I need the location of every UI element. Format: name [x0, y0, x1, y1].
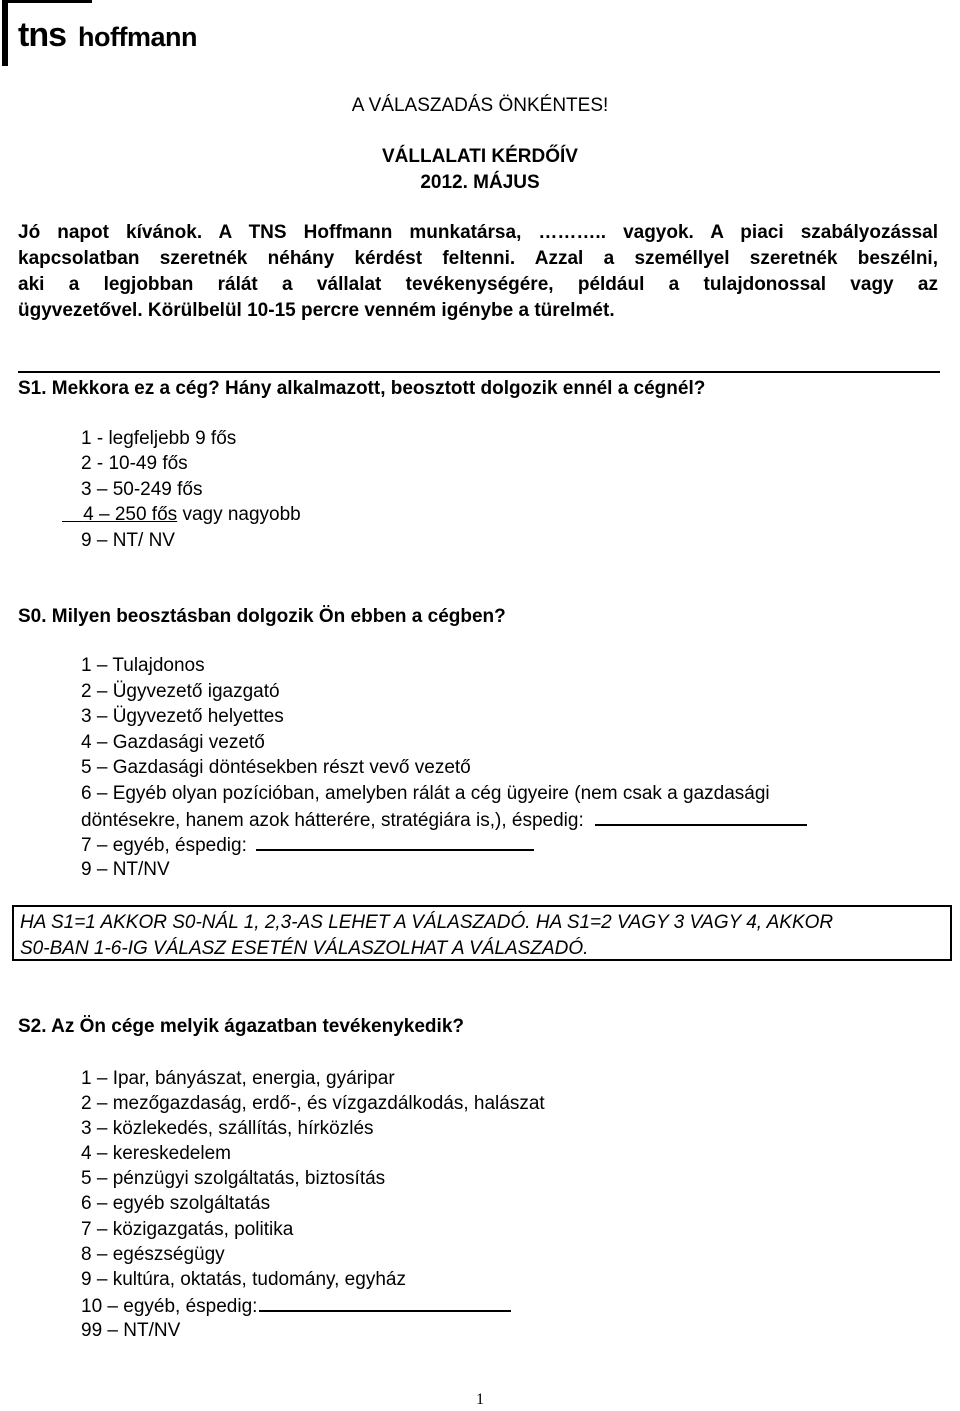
logo-hoffmann: hoffmann — [78, 22, 197, 52]
s2-option: 1 – Ipar, bányászat, energia, gyáripar — [81, 1068, 395, 1089]
s2-option: 8 – egészségügy — [81, 1244, 225, 1265]
s0-option: 6 – Egyéb olyan pozícióban, amelyben rálát a cég ügyeire (nem csak a gazdasági — [81, 783, 770, 804]
section-divider — [18, 371, 940, 373]
s0-option: 7 – egyéb, éspedig: — [81, 833, 534, 857]
document-title: VÁLLALATI KÉRDŐÍV — [382, 146, 578, 167]
voluntary-notice: A VÁLASZADÁS ÖNKÉNTES! — [351, 95, 609, 116]
s0-option: 1 – Tulajdonos — [81, 655, 205, 676]
s0-option: 2 – Ügyvezető igazgató — [81, 681, 280, 702]
page-number: 1 — [476, 1391, 484, 1408]
instruction-line: HA S1=1 AKKOR S0-NÁL 1, 2,3-AS LEHET A VÁLASZADÓ. HA S1=2 VAGY 3 VAGY 4, AKKOR — [20, 912, 834, 933]
logo-top-line — [2, 0, 92, 3]
s2-question: S2. Az Ön cége melyik ágazatban tevékenykedik? — [18, 1016, 464, 1037]
s0-option: 4 – Gazdasági vezető — [81, 732, 265, 753]
s2-option: 3 – közlekedés, szállítás, hírközlés — [81, 1118, 374, 1139]
fill-in-blank[interactable] — [256, 833, 534, 851]
s1-option: 9 – NT/ NV — [81, 530, 175, 551]
s2-option: 9 – kultúra, oktatás, tudomány, egyház — [81, 1269, 406, 1290]
fill-in-blank[interactable] — [595, 808, 807, 826]
document-date: 2012. MÁJUS — [420, 172, 540, 193]
s2-option: 6 – egyéb szolgáltatás — [81, 1193, 271, 1214]
s0-option: 5 – Gazdasági döntésekben részt vevő vezető — [81, 757, 471, 778]
intro-line: Jó napot kívánok. A TNS Hoffmann munkatársa, ……….. vagyok. A piaci szabályozással — [18, 222, 938, 243]
s1-option-suffix: vagy nagyobb — [182, 504, 301, 525]
fill-in-blank[interactable] — [259, 1294, 511, 1312]
s1-question: S1. Mekkora ez a cég? Hány alkalmazott, beosztott dolgozik ennél a cégnél? — [18, 378, 706, 399]
s0-question: S0. Milyen beosztásban dolgozik Ön ebben a cégben? — [18, 606, 506, 627]
s2-option: 10 – egyéb, éspedig: — [81, 1294, 511, 1318]
s0-option: 9 – NT/NV — [81, 859, 170, 880]
s2-option: 5 – pénzügyi szolgáltatás, biztosítás — [81, 1168, 386, 1189]
intro-paragraph — [18, 220, 938, 324]
instruction-line: S0-BAN 1-6-IG VÁLASZ ESETÉN VÁLASZOLHAT A VÁLASZADÓ. — [20, 938, 589, 959]
s2-option: 7 – közigazgatás, politika — [81, 1219, 294, 1240]
tns-hoffmann-logo — [0, 0, 197, 72]
s1-option: 1 - legfeljebb 9 fős — [81, 428, 237, 449]
intro-line: aki a legjobban rálát a vállalat tevékenységére, például a tulajdonossal vagy az — [18, 274, 938, 295]
s2-option: 2 – mezőgazdaság, erdő-, és vízgazdálkodás, halászat — [81, 1093, 545, 1114]
s0-option: 3 – Ügyvezető helyettes — [81, 706, 284, 727]
s1-option: 2 - 10-49 fős — [81, 453, 188, 474]
interviewer-instruction-box — [12, 905, 952, 961]
s0-option-continued: döntésekre, hanem azok hátterére, stratégiára is,), éspedig: — [81, 808, 807, 832]
logo-tns: tns — [18, 16, 66, 54]
s2-option: 99 – NT/NV — [81, 1320, 181, 1341]
s1-option — [62, 504, 301, 526]
s2-option: 4 – kereskedelem — [81, 1143, 231, 1164]
s1-option: 3 – 50-249 fős — [81, 479, 203, 500]
logo-bracket — [2, 0, 8, 66]
intro-line: kapcsolatban szeretnék néhány kérdést feltenni. Azzal a személlyel szeretnék beszélni, — [18, 248, 938, 269]
intro-line: ügyvezetővel. Körülbelül 10-15 percre venném igénybe a türelmét. — [18, 300, 615, 321]
s1-option-underlined: 4 – 250 fős — [83, 504, 178, 525]
